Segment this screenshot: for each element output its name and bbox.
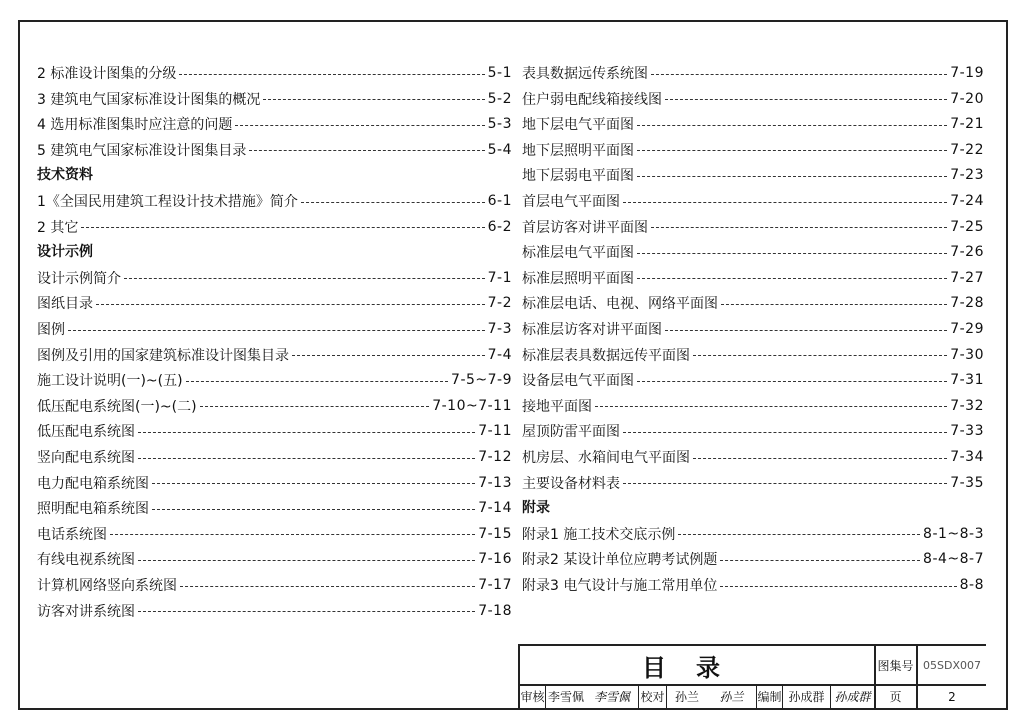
leader-dots — [693, 355, 947, 356]
toc-entry-page: 7-30 — [950, 346, 984, 363]
toc-entry-page: 7-20 — [950, 90, 984, 107]
leader-dots — [720, 560, 920, 561]
toc-entry-title: 4 选用标准图集时应注意的问题 — [37, 117, 233, 134]
toc-entry-page: 7-24 — [950, 193, 984, 209]
title-block — [518, 644, 986, 708]
leader-dots — [110, 534, 475, 535]
leader-dots — [595, 406, 947, 407]
toc-entry-title: 电力配电箱系统图 — [37, 475, 149, 492]
toc-entry-title: 接地平面图 — [522, 398, 592, 415]
atlas-number-label: 图集号 — [877, 658, 914, 673]
leader-dots — [637, 176, 947, 177]
toc-entry-title: 竖向配电系统图 — [37, 450, 135, 466]
toc-entry — [522, 574, 984, 596]
toc-entry-page: 7-35 — [950, 474, 984, 491]
toc-entry-title: 首层访客对讲平面图 — [522, 219, 648, 236]
leader-dots — [152, 509, 475, 510]
toc-entry — [37, 88, 512, 110]
toc-entry-page: 7-31 — [950, 372, 984, 389]
toc-entry-page: 7-32 — [950, 397, 984, 414]
toc-entry-page: 7-33 — [950, 423, 984, 440]
leader-dots — [651, 227, 947, 228]
toc-entry-page: 7-17 — [478, 577, 512, 593]
leader-dots — [292, 355, 485, 356]
leader-dots — [637, 278, 947, 279]
leader-dots — [665, 330, 947, 331]
page-label: 页 — [889, 690, 902, 704]
page-number: 2 — [948, 689, 956, 704]
toc-entry-title: 低压配电系统图(一)~(二) — [37, 398, 197, 415]
toc-entry — [37, 600, 512, 622]
leader-dots — [693, 458, 947, 459]
section-heading: 附录 — [522, 500, 550, 517]
leader-dots — [96, 304, 485, 305]
toc-entry-title: 住户弱电配线箱接线图 — [522, 91, 662, 108]
toc-entry — [522, 88, 984, 110]
toc-entry — [37, 318, 512, 340]
toc-entry-title: 照明配电箱系统图 — [37, 501, 149, 518]
toc-entry-title: 电话系统图 — [37, 526, 107, 543]
leader-dots — [678, 534, 920, 535]
leader-dots — [68, 330, 485, 331]
toc-entry-title: 施工设计说明(一)~(五) — [37, 373, 183, 390]
toc-entry-page: 7-2 — [487, 295, 512, 312]
leader-dots — [138, 458, 475, 459]
section-heading: 技术资料 — [37, 167, 93, 184]
toc-entry-title: 标准层电话、电视、网络平面图 — [522, 296, 718, 313]
toc-entry-page: 7-15 — [478, 525, 512, 542]
toc-entry — [522, 216, 984, 238]
designer-signature: 孙成群 — [834, 690, 871, 704]
toc-entry-page: 7-27 — [950, 269, 984, 286]
toc-entry-title: 标准层表具数据远传平面图 — [522, 347, 690, 364]
leader-dots — [81, 227, 484, 228]
toc-entry-page: 6-1 — [487, 193, 512, 209]
toc-entry — [37, 523, 512, 545]
toc-entry-page: 7-1 — [487, 269, 512, 286]
reviewer-name: 李雪佩 — [547, 690, 584, 704]
atlas-number: 05SDX007 — [923, 658, 981, 672]
toc-entry-title: 5 建筑电气国家标准设计图集目录 — [37, 142, 247, 159]
toc-entry — [522, 395, 984, 417]
toc-entry-page: 5-2 — [487, 90, 512, 107]
toc-entry-page: 7-26 — [950, 244, 984, 261]
toc-entry-page: 7-29 — [950, 321, 984, 337]
leader-dots — [200, 406, 430, 407]
toc-entry-title: 屋顶防雷平面图 — [522, 424, 620, 441]
toc-entry — [37, 113, 512, 135]
leader-dots — [138, 432, 475, 433]
toc-entry — [522, 113, 984, 135]
toc-entry — [522, 139, 984, 161]
leader-dots — [637, 253, 947, 254]
toc-entry-title: 附录1 施工技术交底示例 — [522, 526, 676, 543]
toc-entry — [37, 292, 512, 314]
toc-entry-title: 图例 — [37, 322, 65, 338]
section-heading: 设计示例 — [37, 244, 93, 261]
leader-dots — [249, 150, 484, 151]
leader-dots — [665, 99, 947, 100]
leader-dots — [301, 202, 485, 203]
toc-entry — [37, 395, 512, 417]
toc-entry — [522, 164, 984, 186]
designer-name: 孙成群 — [788, 690, 825, 704]
toc-entry-page: 7-25 — [950, 218, 984, 235]
toc-entry-page: 7-14 — [478, 500, 512, 517]
toc-entry-title: 标准层电气平面图 — [522, 245, 634, 262]
toc-entry-title: 附录3 电气设计与施工常用单位 — [522, 578, 718, 594]
toc-entry-title: 地下层弱电平面图 — [522, 168, 634, 185]
review-label: 审核 — [520, 690, 545, 704]
toc-entry-page: 7-23 — [950, 167, 984, 184]
toc-entry — [37, 574, 512, 596]
toc-entry-page: 8-4~8-7 — [923, 551, 984, 568]
toc-entry — [37, 216, 512, 238]
toc-entry-page: 7-19 — [950, 65, 984, 81]
toc-entry — [522, 190, 984, 212]
checker-name: 孙兰 — [674, 690, 699, 704]
toc-entry-title: 设计示例简介 — [37, 270, 121, 287]
leader-dots — [720, 586, 956, 587]
toc-entry — [37, 344, 512, 366]
leader-dots — [721, 304, 947, 305]
leader-dots — [138, 611, 475, 612]
toc-entry — [522, 62, 984, 84]
toc-entry-page: 7-3 — [487, 321, 512, 337]
leader-dots — [623, 483, 947, 484]
toc-entry-title: 2 标准设计图集的分级 — [37, 66, 177, 82]
toc-entry — [522, 472, 984, 494]
leader-dots — [623, 202, 947, 203]
toc-entry-title: 地下层电气平面图 — [522, 117, 634, 134]
leader-dots — [138, 560, 475, 561]
toc-entry-page: 7-4 — [487, 346, 512, 363]
sheet-title: 目录 — [642, 653, 750, 682]
toc-entry — [37, 497, 512, 519]
toc-entry — [37, 420, 512, 442]
toc-entry — [522, 318, 984, 340]
toc-entry — [522, 292, 984, 314]
toc-entry-title: 地下层照明平面图 — [522, 142, 634, 159]
toc-entry — [522, 241, 984, 263]
toc-entry-page: 8-1~8-3 — [923, 525, 984, 542]
check-label: 校对 — [640, 690, 665, 704]
toc-entry-page: 5-4 — [487, 141, 512, 158]
toc-entry-title: 附录2 某设计单位应聘考试例题 — [522, 552, 718, 569]
toc-entry-page: 8-8 — [959, 577, 984, 593]
toc-entry-title: 低压配电系统图 — [37, 424, 135, 441]
toc-entry — [522, 548, 984, 570]
toc-entry — [37, 139, 512, 161]
toc-entry — [37, 446, 512, 468]
leader-dots — [186, 381, 448, 382]
toc-entry-page: 7-16 — [478, 551, 512, 568]
toc-entry-page: 7-12 — [478, 449, 512, 465]
toc-entry — [37, 369, 512, 391]
toc-entry-page: 7-5~7-9 — [451, 372, 512, 389]
toc-entry-title: 1《全国民用建筑工程设计技术措施》简介 — [37, 194, 298, 210]
leader-dots — [651, 74, 947, 75]
toc-entry-page: 5-1 — [487, 65, 512, 81]
toc-entry — [522, 420, 984, 442]
toc-entry — [522, 267, 984, 289]
checker-signature: 孙兰 — [719, 690, 744, 704]
toc-entry-title: 3 建筑电气国家标准设计图集的概况 — [37, 91, 261, 108]
toc-entry-title: 首层电气平面图 — [522, 194, 620, 210]
toc-entry — [37, 190, 512, 212]
toc-entry-title: 访客对讲系统图 — [37, 603, 135, 620]
toc-entry-page: 7-34 — [950, 449, 984, 465]
toc-entry-title: 设备层电气平面图 — [522, 373, 634, 390]
toc-entry-title: 表具数据远传系统图 — [522, 66, 648, 82]
reviewer-signature: 李雪佩 — [593, 690, 630, 704]
toc-entry-title: 图纸目录 — [37, 296, 93, 313]
toc-entry — [522, 344, 984, 366]
toc-entry-page: 7-18 — [478, 602, 512, 619]
toc-entry-title: 图例及引用的国家建筑标准设计图集目录 — [37, 347, 289, 364]
design-label: 编制 — [757, 690, 782, 704]
toc-entry-title: 主要设备材料表 — [522, 475, 620, 492]
toc-entry-title: 2 其它 — [37, 219, 79, 236]
toc-entry-page: 7-10~7-11 — [432, 397, 512, 414]
toc-entry-page: 6-2 — [487, 218, 512, 235]
toc-entry-page: 7-22 — [950, 141, 984, 158]
toc-entry-page: 5-3 — [487, 116, 512, 133]
toc-entry-page: 7-21 — [950, 116, 984, 133]
leader-dots — [637, 150, 947, 151]
toc-entry-title: 计算机网络竖向系统图 — [37, 578, 177, 594]
leader-dots — [124, 278, 485, 279]
leader-dots — [637, 125, 947, 126]
toc-entry — [522, 369, 984, 391]
leader-dots — [263, 99, 484, 100]
toc-entry-title: 标准层访客对讲平面图 — [522, 322, 662, 338]
toc-entry — [37, 62, 512, 84]
toc-entry — [522, 446, 984, 468]
toc-entry-title: 有线电视系统图 — [37, 552, 135, 569]
toc-entry — [37, 472, 512, 494]
leader-dots — [180, 586, 475, 587]
leader-dots — [637, 381, 947, 382]
toc-entry-page: 7-11 — [478, 423, 512, 440]
toc-entry-page: 7-13 — [478, 474, 512, 491]
leader-dots — [235, 125, 484, 126]
toc-entry-title: 机房层、水箱间电气平面图 — [522, 450, 690, 466]
toc-entry-title: 标准层照明平面图 — [522, 270, 634, 287]
toc-entry — [37, 267, 512, 289]
leader-dots — [152, 483, 475, 484]
leader-dots — [623, 432, 947, 433]
toc-entry-page: 7-28 — [950, 295, 984, 312]
toc-entry — [37, 548, 512, 570]
leader-dots — [179, 74, 484, 75]
toc-entry — [522, 523, 984, 545]
